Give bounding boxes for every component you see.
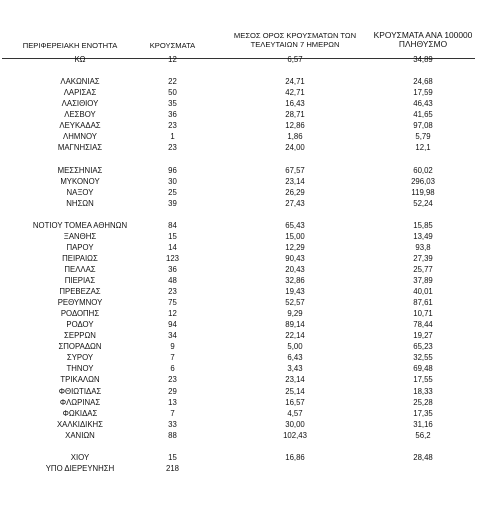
avg7-cell: 23,14 [285,176,305,186]
cases-cell: 36 [168,110,177,120]
avg7-cell: 24,00 [285,143,305,153]
avg7-cell: 26,29 [285,187,305,197]
per100k-cell: 17,55 [413,375,433,385]
table-row [0,265,481,274]
region-cell: ΝΗΣΩΝ [66,198,94,208]
cases-cell: 39 [168,198,177,208]
per100k-cell: 65,23 [413,342,433,352]
table-row [0,431,481,440]
avg7-cell: 16,43 [285,99,305,109]
cases-cell: 84 [168,220,177,230]
region-cell: ΣΥΡΟΥ [66,353,94,363]
per100k-cell: 56,2 [415,430,431,440]
avg7-cell: 30,00 [285,419,305,429]
table-row [0,177,481,186]
region-cell: ΦΘΙΩΤΙΔΑΣ [58,386,102,396]
per100k-cell: 32,55 [413,353,433,363]
cases-cell: 30 [168,176,177,186]
per100k-cell: 87,61 [413,298,433,308]
cases-cell: 1 [170,132,175,142]
region-cell: ΠΕΛΛΑΣ [64,264,96,274]
per100k-cell: 15,85 [413,220,433,230]
table-row [0,143,481,152]
table-row [0,188,481,197]
avg7-cell: 19,43 [285,287,305,297]
per100k-cell: 17,35 [413,408,433,418]
cases-cell: 12 [168,55,177,64]
per100k-cell: 25,28 [413,397,433,407]
cases-cell: 15 [168,452,177,462]
table-row [0,320,481,329]
table-row [0,121,481,130]
avg7-cell: 6,57 [287,55,303,64]
cases-cell: 23 [168,143,177,153]
region-cell: ΡΕΘΥΜΝΟΥ [57,298,103,308]
avg7-cell: 32,86 [285,276,305,285]
per100k-cell: 31,16 [413,419,433,429]
table-row [0,331,481,340]
region-cell: ΜΥΚΟΝΟΥ [60,176,100,186]
region-cell: ΛΑΚΩΝΙΑΣ [60,77,100,87]
avg7-cell: 4,57 [287,408,303,418]
table-row [0,132,481,141]
per100k-cell: 12,1 [415,143,431,153]
region-cell: ΤΡΙΚΑΛΩΝ [60,375,100,385]
region-cell: ΛΑΡΙΣΑΣ [63,88,97,98]
per100k-cell: 69,48 [413,364,433,374]
per100k-cell: 24,68 [413,77,433,87]
avg7-cell: 25,14 [285,386,305,396]
avg7-cell: 3,43 [287,364,303,374]
avg7-cell: 6,43 [287,353,303,363]
avg7-cell: 16,57 [285,397,305,407]
table-row [0,99,481,108]
per100k-cell: 37,89 [413,276,433,285]
per100k-cell: 119,98 [411,187,435,197]
cases-cell: 75 [168,298,177,308]
region-cell: ΝΟΤΙΟΥ ΤΟΜΕΑ ΑΘΗΝΩΝ [32,220,128,230]
cases-cell: 123 [165,253,179,263]
header-avg7-line2: ΤΕΛΕΥΤΑΙΩΝ 7 ΗΜΕΡΩΝ [250,40,340,49]
table-row [0,232,481,241]
region-cell: ΠΙΕΡΙΑΣ [64,276,96,285]
per100k-cell: 34,89 [413,55,433,64]
region-cell: ΥΠΟ ΔΙΕΡΕΥΝΗΣΗ [45,463,115,473]
avg7-cell: 12,86 [285,121,305,131]
per100k-cell: 10,71 [413,309,433,319]
avg7-cell: 52,57 [285,298,305,308]
table-row [0,409,481,418]
table-row-spacer [0,66,481,75]
avg7-cell: 67,57 [285,165,305,175]
per100k-cell: 41,65 [413,110,433,120]
cases-cell: 15 [168,231,177,241]
table-row [0,342,481,351]
header-region: ΠΕΡΙΦΕΡΕΙΑΚΗ ΕΝΟΤΗΤΑ [22,41,118,50]
per100k-cell: 19,27 [413,331,433,341]
cases-cell: 22 [168,77,177,87]
region-cell: ΧΑΛΚΙΔΙΚΗΣ [56,419,103,429]
region-cell: ΡΟΔΟΠΗΣ [60,309,100,319]
table-row [0,387,481,396]
region-cell: ΧΙΟΥ [70,452,90,462]
region-cell: ΞΑΝΘΗΣ [63,231,97,241]
cases-cell: 218 [165,463,179,473]
per100k-cell: 46,43 [413,99,433,109]
header-per100k-line1: ΚΡΟΥΣΜΑΤΑ ΑΝΑ 100000 [373,30,473,40]
cases-cell: 7 [170,353,175,363]
avg7-cell: 16,86 [285,452,305,462]
avg7-cell: 12,29 [285,242,305,252]
table-row [0,221,481,230]
cases-cell: 13 [168,397,177,407]
region-cell: ΛΕΣΒΟΥ [64,110,96,120]
cases-cell: 25 [168,187,177,197]
header-avg7 [225,31,365,49]
per100k-cell: 78,44 [413,320,433,330]
region-cell: ΚΩ [74,55,86,64]
avg7-cell: 9,29 [287,309,303,319]
region-cell: ΠΡΕΒΕΖΑΣ [59,287,101,297]
per100k-cell: 52,24 [413,198,433,208]
table-row [0,55,481,64]
table-row [0,276,481,285]
per100k-cell: 27,39 [413,253,433,263]
table-row [0,243,481,252]
cases-cell: 7 [170,408,175,418]
cases-cell: 12 [168,309,177,319]
table-row [0,298,481,307]
table-row [0,353,481,362]
table-row [0,88,481,97]
avg7-cell: 24,71 [285,77,305,87]
per100k-cell: 18,33 [413,386,433,396]
table-row [0,110,481,119]
region-cell: ΧΑΝΙΩΝ [65,430,95,440]
cases-cell: 23 [168,287,177,297]
table-row [0,309,481,318]
avg7-cell: 89,14 [285,320,305,330]
per100k-cell: 5,79 [415,132,431,142]
per100k-cell: 40,01 [413,287,433,297]
per100k-cell: 60,02 [413,165,433,175]
cases-cell: 6 [170,364,175,374]
cases-cell: 48 [168,276,177,285]
region-cell: ΠΑΡΟΥ [66,242,94,252]
avg7-cell: 22,14 [285,331,305,341]
cases-cell: 33 [168,419,177,429]
header-avg7-line1: ΜΕΣΟΣ ΟΡΟΣ ΚΡΟΥΣΜΑΤΩΝ ΤΩΝ [233,31,357,40]
cases-cell: 34 [168,331,177,341]
per100k-cell: 28,48 [413,452,433,462]
cases-cell: 35 [168,99,177,109]
per100k-cell: 25,77 [413,264,433,274]
header-per100k [368,31,478,49]
region-cell: ΛΕΥΚΑΔΑΣ [59,121,101,131]
region-cell: ΦΛΩΡΙΝΑΣ [59,397,101,407]
table-row [0,199,481,208]
region-cell: ΡΟΔΟΥ [66,320,94,330]
table-row [0,398,481,407]
avg7-cell: 90,43 [285,253,305,263]
avg7-cell: 5,00 [287,342,303,352]
region-cell: ΛΑΣΙΘΙΟΥ [61,99,99,109]
avg7-cell: 28,71 [285,110,305,120]
table-row-spacer [0,442,481,451]
table-row [0,453,481,462]
header-cases: ΚΡΟΥΣΜΑΤΑ [149,41,196,50]
region-cell: ΠΕΙΡΑΙΩΣ [62,253,98,263]
per100k-cell: 13,49 [413,231,433,241]
cases-cell: 36 [168,264,177,274]
avg7-cell: 1,86 [287,132,303,142]
table-row [0,420,481,429]
region-cell: ΛΗΜΝΟΥ [63,132,97,142]
avg7-cell: 20,43 [285,264,305,274]
region-cell: ΜΑΓΝΗΣΙΑΣ [57,143,103,153]
region-cell: ΤΗΝΟΥ [66,364,94,374]
cases-cell: 96 [168,165,177,175]
avg7-cell: 65,43 [285,220,305,230]
region-cell: ΣΕΡΡΩΝ [64,331,96,341]
cases-cell: 9 [170,342,175,352]
region-cell: ΝΑΞΟΥ [66,187,94,197]
region-cell: ΜΕΣΣΗΝΙΑΣ [57,165,103,175]
avg7-cell: 23,14 [285,375,305,385]
per100k-cell: 93,8 [415,242,431,252]
cases-cell: 50 [168,88,177,98]
cases-cell: 23 [168,121,177,131]
table-row [0,166,481,175]
table-row [0,464,481,473]
avg7-cell: 15,00 [285,231,305,241]
table-row [0,287,481,296]
table-row-spacer [0,210,481,219]
cases-cell: 14 [168,242,177,252]
cases-cell: 88 [168,430,177,440]
region-cell: ΣΠΟΡΑΔΩΝ [58,342,102,352]
cases-cell: 29 [168,386,177,396]
per100k-cell: 97,08 [413,121,433,131]
cases-cell: 23 [168,375,177,385]
avg7-cell: 102,43 [283,430,307,440]
table-row [0,375,481,384]
cases-cell: 94 [168,320,177,330]
table-row [0,77,481,86]
per100k-cell: 296,03 [411,176,435,186]
table-row [0,254,481,263]
avg7-cell: 27,43 [285,198,305,208]
per100k-cell: 17,59 [413,88,433,98]
region-cell: ΦΩΚΙΔΑΣ [62,408,98,418]
table-row-spacer [0,154,481,163]
avg7-cell: 42,71 [285,88,305,98]
header-per100k-line2: ΠΛΗΘΥΣΜΟ [398,39,448,49]
table-row [0,364,481,373]
